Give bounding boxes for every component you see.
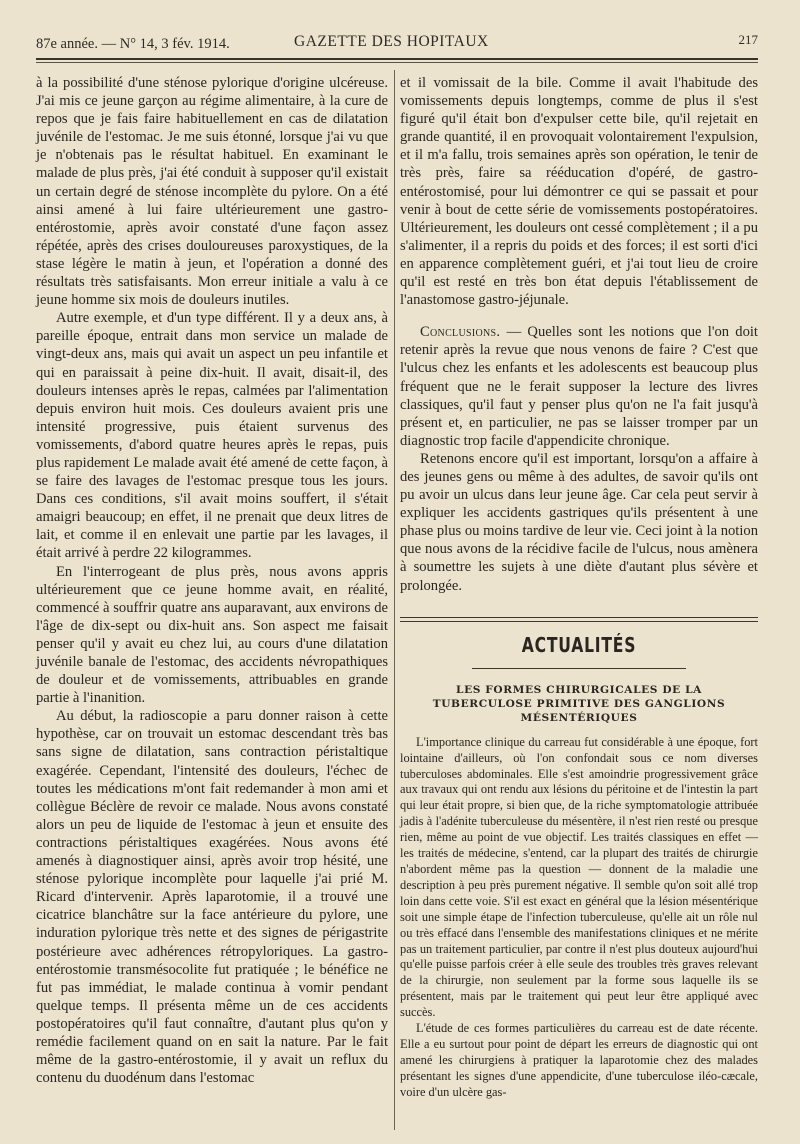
paragraph: à la possibilité d'une sténose pylorique d'origine ulcéreuse. J'ai mis ce jeune garçon au régime alimentaire, à la cure de repos que je fais faire habituellement en cas de dilatation juvénile de l'estomac. Je me suis étonné, lorsque j'ai vu que je n'obtenais pas le résultat habituel. En examinant le malade de plus près, j'ai été conduit à supposer qu'il existait un certain degré de sténose incomplète du pylore. On a été ainsi amené à lui faire ultérieurement une gastro-entérostomie, après avoir constaté d'une façon assez répétée, après des crises douloureuses paroxystiques, de la stase légère le matin à jeun, et l'opération a donné des résultats très satisfaisants. Mon erreur initiale a valu à ce jeune homme six mois de douleurs inutiles. xyxy=(36,75,388,309)
paragraph: Au début, la radioscopie a paru donner raison à cette hypothèse, car on trouvait un estomac descendant très bas sans signe de dilatation, sans contraction péristaltique exagérée. Cependant, l'intensité des douleurs, l'échec de toutes les médications m'ont fait redemander à mon ami et collègue Béclère de revoir ce malade. Nous avons constaté alors un peu de liquide de l'estomac à jeun et ensuite des contractions péristaltiques exagérées. Nous avons été amenés à diagnostiquer ainsi, après avoir trop hésité, une sténose pylorique incomplète pour laquelle j'ai prié M. Ricard d'intervenir. Après laparotomie, il a trouvé une cicatrice blanchâtre sur la face antérieure du pylore, une induration pylorique très nette et des signes de périgastrite postérieure avec adhérences rétropyloriques. La gastro-entérostomie transmésocolite fut pratiquée ; le bénéfice ne fut pas immédiat, le malade continua à vomir pendant quelque temps. Il présenta même un de ces accidents postopératoires qu'il faut connaître, d'autant plus qu'on y remédie facilement quand on en sait la nature. Par le fait même de la gastro-entérostomie, il y avait un reflux du contenu du duodénum dans l'estomac xyxy=(36,708,388,1087)
journal-title: GAZETTE DES HOPITAUX xyxy=(294,33,489,50)
paragraph: L'étude de ces formes particulières du carreau est de date récente. Elle a eu surtout pour point de départ les erreurs de diagnostic qui ont amené les chirurgiens à pratiquer la laparotomie chez des malades présentant les signes d'une appendicite, d'une tuberculose iléo-cæcale, voire d'un ulcère gas- xyxy=(400,1021,758,1099)
conclusions-text: — Quelles sont les notions que l'on doit retenir après la revue que nous venons de faire ? C'est que l'ulcus chez les enfants et les adolescents est beaucoup plus fréquent que ne le ferait supposer la lecture des livres classiques, qu'il faut y penser plus qu'on ne l'a fait jusqu'à présent et, en particulier, ne pas se laisser tromper par un diagnostic trop facile d'appendicite chronique. xyxy=(400,324,758,449)
column-divider xyxy=(394,70,395,1130)
article-body xyxy=(400,735,758,1101)
running-header xyxy=(36,30,758,56)
paragraph: et il vomissait de la bile. Comme il avait l'habitude des vomissements depuis longtemps, comme de plus il s'est figuré qu'il était bon d'expulser cette bile, qu'il rejetait en grande quantité, il en provoquait volontairement l'expulsion, et il m'a fallu, trois semaines après son opération, le tenir de très près, faire sa rééducation d'opéré, de gastro-entérostomisé, pour lui démontrer ce qui se passait et pour venir à bout de cette série de vomissements postopératoires. Ultérieurement, les douleurs ont cessé complètement ; il a pu s'alimenter, il a repris du poids et des forces; il est sorti d'ici en apparence complètement guéri, et j'ai tout lieu de croire qu'il est resté en très bon état depuis l'établissement de l'anastomose gastro-jéjunale. xyxy=(400,75,758,309)
conclusions-paragraph xyxy=(400,323,758,450)
paragraph: L'importance clinique du carreau fut considérable à une époque, fort lointaine d'ailleurs, où l'on confondait sous ce nom diverses tuberculoses abdominales. Elle s'est amoindrie progressivement grâce aux travaux qui ont rendu aux lésions du péritoine et de l'intestin la part qui leur était propre, si bien que, de la riche symptomatologie attribuée jadis à l'adénite tuberculeuse du mésentère, il n'est rien resté ou presque rien, même au point de vue objectif. Les traités classiques en effet — les traités de médecine, s'entend, car la plupart des traités de chirurgie n'abordent même pas la question — donnent de la maladie une description à peu près purement négative. Il semble qu'on soit allé trop loin dans cette voie. S'il est exact en général que la lésion mésentérique soit une simple étape de l'infection tuberculeuse, qu'elle ait un rôle nul ou très effacé dans l'ensemble des manifestations cliniques et ne mérite pas un traitement particulier, par contre il n'est plus douteux aujourd'hui qu'elle puisse parfois créer à elle seule des troubles très graves relevant de la chirurgie, non seulement par la forme sous laquelle ils se présentent, mais par le traitement qui peut leur être appliqué avec succès. xyxy=(400,734,758,1020)
section-rule xyxy=(400,621,758,622)
title-rule xyxy=(472,668,687,669)
page-number: 217 xyxy=(738,32,758,47)
conclusions-label: Conclusions. xyxy=(420,324,501,341)
left-column xyxy=(36,74,388,1087)
issue-info: 87e année. — N° 14, 3 fév. 1914. xyxy=(36,36,230,52)
header-rule-thin xyxy=(36,62,758,63)
article-title: LES FORMES CHIRURGICALES DE LA TUBERCULOSE PRIMITIVE DES GANGLIONS MÉSENTÉRIQUES xyxy=(432,683,726,724)
section-title: ACTUALITÉS xyxy=(521,632,637,657)
paragraph: En l'interrogeant de plus près, nous avons appris ultérieurement que ce jeune homme avait, en réalité, commencé à souffrir quatre ans auparavant, aux environs de l'âge de dix-sept ou dix-huit ans. Son aspect me faisait penser qu'il y avait eu chez lui, au cours d'une dilatation juvénile banale de l'estomac, des accidents névropathiques de douleur et de vomissements, attribuables en grande partie à l'inanition. xyxy=(36,563,388,707)
paragraph: Retenons encore qu'il est important, lorsqu'on a affaire à des jeunes gens ou même à des adultes, de savoir qu'ils ont pu avoir un ulcus dans leur jeune âge. Car cela peut servir à expliquer les accidents gastriques qu'ils présentent à une phase plus ou moins tardive de leur vie. Ceci joint à la notion que nous avons de la récidive facile de l'ulcus, nous amènera à soumettre les sujets à une diète d'autant plus sévère et prolongée. xyxy=(400,450,758,594)
right-column xyxy=(400,74,758,1101)
actualites-section xyxy=(400,617,758,1101)
section-rule xyxy=(400,617,758,618)
paragraph: Autre exemple, et d'un type différent. Il y a deux ans, à pareille époque, entrait dans mon service un malade de vingt-deux ans, mais qui avait un aspect un peu infantile et qui en paraissait à peine dix-huit. Il avait, disait-il, des douleurs intenses après le repas, calmées par l'alimentation depuis environ huit mois. Ces douleurs avaient pris une intensité progressive, puis étaient survenus des vomissements, d'abord quatre heures après le repas, puis plus rapidement Le malade avait été amené de cette façon, à se faire des lavages de l'estomac presque tous les jours. Dans ces conditions, s'il avait moins souffert, il s'était amaigri beaucoup; en effet, il ne prenait que deux litres de lait, et comme il en enlevait une partie par les lavages, il était arrivé à perdre 22 kilogrammes. xyxy=(36,310,388,562)
header-rule xyxy=(36,58,758,60)
